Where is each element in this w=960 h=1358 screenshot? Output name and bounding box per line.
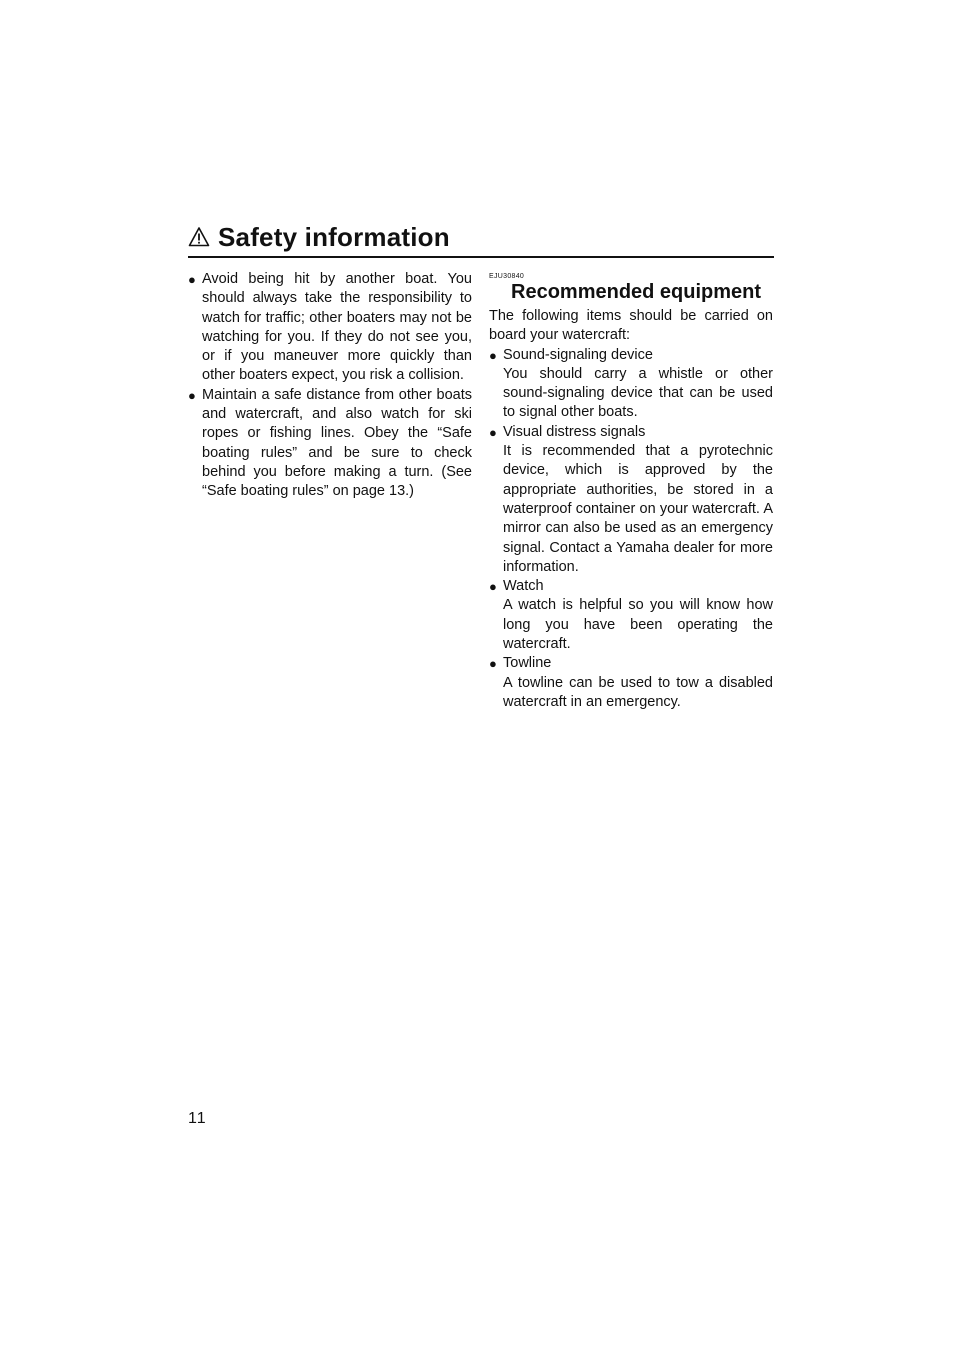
page-header — [188, 222, 774, 258]
item-title: Watch — [503, 578, 544, 595]
right-column — [489, 270, 773, 712]
section-title: Recommended equipment — [511, 281, 762, 303]
page-title: Safety information — [218, 222, 450, 252]
list-item — [489, 577, 773, 654]
bullet-icon: ● — [489, 656, 497, 672]
bullet-icon: ● — [188, 387, 196, 403]
warning-triangle-icon — [188, 226, 210, 248]
item-description: It is recommended that a pyrotechnic device, which is approved by the appropriate authorities, be stored in a waterproof container on your watercraft. A mirror can also be used as an emergency signal. Contact a Yamaha dealer for more information. — [503, 443, 773, 575]
item-title: Visual distress signals — [503, 423, 646, 440]
list-item-text: Avoid being hit by another boat. You should always take the responsibility to watch for traffic; other boaters may not be watching for you. If they do not see you, or if you maneuver more quickly than other boaters expect, you risk a collision. — [202, 271, 472, 384]
list-item — [188, 270, 472, 386]
bullet-icon: ● — [489, 579, 497, 595]
bullet-icon: ● — [188, 272, 196, 287]
item-description: You should carry a whistle or other sound-signaling device that can be used to signal other boats. — [503, 365, 773, 421]
equipment-list — [489, 346, 773, 713]
bullet-icon: ● — [489, 424, 497, 440]
list-item — [188, 386, 472, 502]
section-intro: The following items should be carried on board your watercraft: — [489, 308, 773, 344]
item-description: A watch is helpful so you will know how long you have been operating the watercraft. — [503, 597, 773, 653]
list-item — [489, 346, 773, 423]
item-description: A towline can be used to tow a disabled watercraft in an emergency. — [503, 674, 773, 710]
bullet-list — [188, 270, 472, 502]
list-item — [489, 423, 773, 577]
bullet-icon: ● — [489, 347, 497, 363]
item-title: Towline — [503, 655, 552, 672]
section-code: EJU30840 — [489, 273, 525, 280]
left-column — [188, 270, 472, 502]
page-number: 11 — [188, 1110, 207, 1127]
list-item — [489, 654, 773, 712]
item-title: Sound-signaling device — [503, 346, 653, 363]
list-item-text: Maintain a safe distance from other boats and watercraft, and also watch for ski ropes or fishing lines. Obey the “Safe boating rules” and be sure to check behind you before making a turn. (See “Safe boating rules” on page 13.) — [202, 386, 472, 500]
